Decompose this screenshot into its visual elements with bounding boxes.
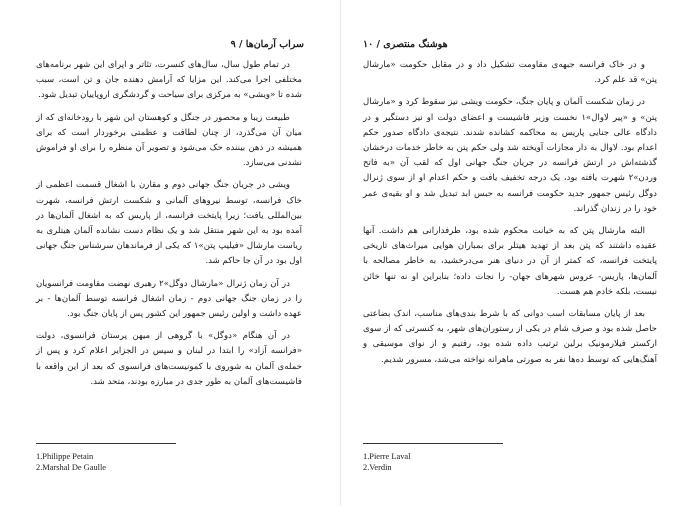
footnote: 2.Marshal De Gaulle (36, 463, 107, 472)
paragraph: ویشی در جریان جنگ جهانی دوم و مقارن با اشغال قسمت اعظمی از خاک فرانسه، توسط نیروهای آلمانی و شکست ارتش فرانسه، شهرت بین‌المللی یافت؛ زیرا پایتخت فرانسه، از پاریس که به اشغال آلمان‌ها در آمده بود به این شهر منتقل شد و یک نظام دست نشانده آلمان هیتلری به ریاست مارشال «فیلیپ پتن»۱ که یکی از فرماندهان سرشناس جنگ جهانی اول بود در آن جا حاکم شد. (36, 180, 302, 267)
footnote-divider (363, 443, 503, 444)
paragraph: در تمام طول سال، سال‌های کنسرت، تئاتر و اپرای این شهر برنامه‌های مختلفی اجرا می‌کند. این مزایا که آرامش دهنده جان و تن است، سبب شده تا «ویشی» به مرکزی برای سیاحت و گردشگری اروپاییان تبدیل شود. (36, 60, 302, 101)
paragraph: البته مارشال پتن که به خیانت محکوم شده بود، طرفدارانی هم داشت. آنها عقیده داشتند که پتن بعد از تهدید هیتلر برای بمباران هوایی میراث‌های تاریخی پایتخت فرانسه، که کمتر از آن در دنیای هنر می‌درخشید، به خاطر مصالحه با آلمان‌ها، پاریس- عروس شهرهای جهان- را نجات داده؛ بنابراین او نه تنها خائن نیست، بلکه خادم هم هست. (363, 226, 657, 297)
paragraph: بعد از پایان مسابقات اسب دوانی که با شرط بندی‌های مناسب، اندک بضاعتی حاصل شده بود و صرف شام در یکی از رستوران‌های شهر، به کنسرتی که از سوی ارکستر فیلارمونیک برلین ترتیب داده شده بود، رفتیم و از نوای موسیقی و آهنگ‌هایی که توسط ده‌ها نفر به صورتی ماهرانه نواخته می‌شد، مسرور شدیم. (363, 309, 657, 365)
footnote: 2.Verdin (363, 463, 392, 472)
left-footnotes (36, 451, 106, 473)
paragraph: در زمان شکست آلمان و پایان جنگ، حکومت ویشی نیز سقوط کرد و «مارشال پتن» و «پیر لاوال»۱ نخست وزیر فاشیست و اعضای دولت او نیز دستگیر و در دادگاه عالی جنایی پاریس به محاکمه کشانده شدند. نتیجه‌ی دادگاه صدور حکم اعدام بود. لاوال به دار مجازات آویخته شد ولی حکم پتن به خاطر خدمات درخشان گذشته‌اش در ارتش فرانسه در جریان جنگ جهانی اول که لقب آن «به فاتح وردن»۲ شهرت یافته بود، یک درجه تخفیف یافت و حکم اعدام او از سوی ژنرال دوگل رئیس جمهور جدید حکومت فرانسه به حبس ابد تبدیل شد و او بقیه‌ی عمر خود را در زندان گذراند. (363, 97, 657, 214)
footnote: 1.Pierre Laval (363, 452, 411, 461)
left-page-header: سراب آرمان‌ها / ۹ (230, 39, 304, 50)
right-page-body (363, 58, 657, 375)
paragraph: طبیعت زیبا و محصور در جنگل و کوهستان این شهر با رودخانه‌ای که از میان آن می‌گذرد، از چنان لطافت و عظمتی برخوردار است که برای همیشه در ذهن بیننده حک می‌شود و تصویر آن منظره را برای او فراموش نشدنی می‌سازد. (36, 112, 302, 169)
paragraph: در آن زمان ژنرال «مارشال دوگل»۲ رهبری نهضت مقاومت فرانسویان را در زمان جنگ جهانی دوم - زمان اشغال فرانسه توسط آلمان‌ها - بر عهده داشت و اولین رئیس جمهور این کشور پس از پایان جنگ بود. (36, 278, 302, 320)
paragraph: و در خاک فرانسه جبهه‌ی مقاومت تشکیل داد و در مقابل حکومت «مارشال پتن» قد علم کرد. (363, 60, 657, 86)
right-footnotes (363, 451, 410, 473)
right-page-header: ۱۰ / هوشنگ منتصری (363, 39, 448, 50)
left-page (0, 0, 340, 506)
footnote-divider (36, 443, 176, 444)
left-page-body (36, 58, 302, 397)
paragraph: در آن هنگام «دوگل» با گروهی از میهن پرستان فرانسوی، دولت «فرانسه آزاد» را ابتدا در لبنان و سپس در الجزایر اعلام کرد و پس از حمله‌ی آلمان به شوروی با کمونیست‌های فرانسوی که بعد از این واقعه با فاشیست‌های آلمان به طور جدی در مبارزه بودند، متحد شد. (36, 331, 302, 387)
footnote: 1.Philippe Petain (36, 452, 94, 461)
right-page (341, 0, 681, 506)
